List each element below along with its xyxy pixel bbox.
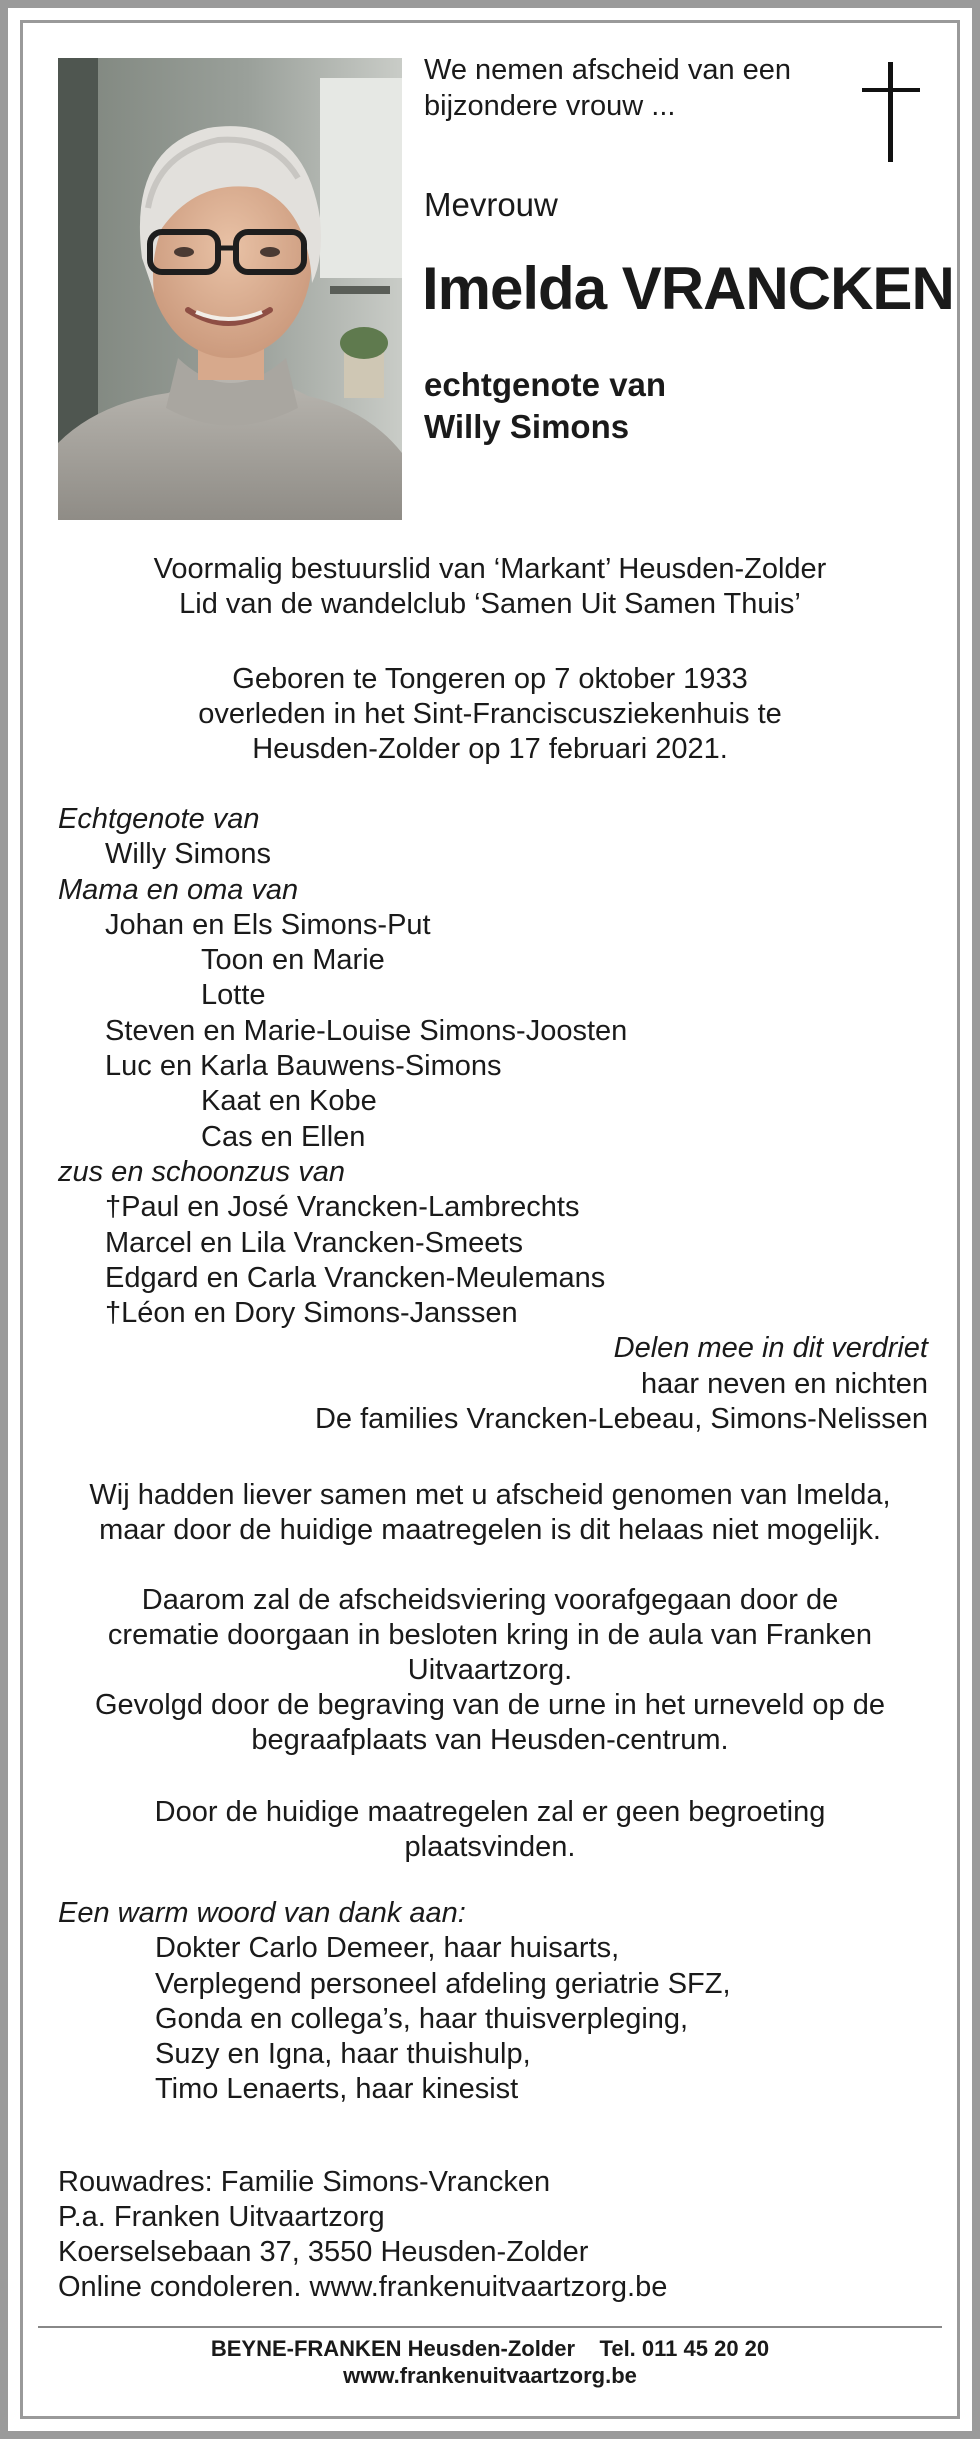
affiliations (40, 552, 940, 622)
farewell-line: Wij hadden liever samen met u afscheid genomen van Imelda, (89, 1479, 891, 1511)
thanks-item: Suzy en Igna, haar thuishulp, (155, 2038, 531, 2071)
birth-death-line: Heusden-Zolder op 17 februari 2021. (252, 733, 728, 765)
farewell-line: Uitvaartzorg. (407, 1654, 573, 1686)
intro-line: We nemen afscheid van een (424, 54, 792, 86)
footer-contact: BEYNE-FRANKEN Heusden-Zolder Tel. 011 45 20 20 (210, 2336, 770, 2361)
thanks-item: Dokter Carlo Demeer, haar huisarts, (155, 1932, 620, 1965)
family-heading: Delen mee in dit verdriet (613, 1332, 928, 1365)
portrait-photo (58, 58, 402, 520)
family-heading: Mama en oma van (58, 873, 299, 906)
portrait-illustration (58, 58, 402, 520)
address-line: Koerselsebaan 37, 3550 Heusden-Zolder (58, 2236, 589, 2268)
cross-icon (862, 62, 920, 162)
family-member: †Léon en Dory Simons-Janssen (105, 1297, 518, 1330)
family-member: haar neven en nichten (641, 1367, 928, 1400)
farewell-paragraph-3 (40, 1795, 940, 1865)
farewell-line: Daarom zal de afscheidsviering voorafgegaan door de (141, 1584, 839, 1616)
birth-death-info (40, 662, 940, 767)
address-line: Online condoleren. www.frankenuitvaartzorg.be (58, 2271, 668, 2303)
family-member: Johan en Els Simons-Put (105, 908, 431, 941)
family-member: Cas en Ellen (201, 1120, 366, 1153)
family-member: De families Vrancken-Lebeau, Simons-Nelissen (314, 1403, 928, 1436)
family-list (58, 802, 928, 1437)
spouse-line: echtgenote van (424, 366, 667, 403)
salutation: Mevrouw (424, 186, 558, 223)
thanks-item: Gonda en collega’s, haar thuisverpleging, (155, 2002, 689, 2035)
farewell-line: maar door de huidige maatregelen is dit helaas niet mogelijk. (99, 1514, 881, 1546)
thanks-section (58, 1896, 928, 2108)
family-member: Steven en Marie-Louise Simons-Joosten (105, 1014, 628, 1047)
birth-death-line: overleden in het Sint-Franciscusziekenhuis te (198, 698, 782, 730)
family-member: Toon en Marie (201, 944, 385, 977)
family-member: Luc en Karla Bauwens-Simons (105, 1050, 502, 1083)
farewell-line: Door de huidige maatregelen zal er geen begroeting (154, 1796, 826, 1828)
family-heading: zus en schoonzus van (58, 1155, 345, 1188)
birth-death-line: Geboren te Tongeren op 7 oktober 1933 (232, 663, 748, 695)
thanks-item: Timo Lenaerts, haar kinesist (155, 2073, 519, 2106)
farewell-line: plaatsvinden. (404, 1831, 576, 1863)
farewell-line: begraafplaats van Heusden-centrum. (251, 1724, 729, 1756)
address-block (58, 2165, 928, 2305)
footer-divider (38, 2326, 942, 2328)
spouse-info (424, 364, 666, 448)
farewell-paragraph-2 (40, 1583, 940, 1758)
address-line: Rouwadres: Familie Simons-Vrancken (58, 2166, 551, 2198)
thanks-heading: Een warm woord van dank aan: (58, 1897, 466, 1929)
thanks-item: Verplegend personeel afdeling geriatrie SFZ, (155, 1967, 731, 2000)
family-heading: Echtgenote van (58, 803, 260, 835)
family-member: Kaat en Kobe (201, 1085, 377, 1118)
footer (38, 2335, 942, 2389)
family-member: Edgard en Carla Vrancken-Meulemans (105, 1261, 606, 1294)
family-member: Willy Simons (105, 838, 271, 871)
family-member: †Paul en José Vrancken-Lambrechts (105, 1191, 580, 1224)
spouse-line: Willy Simons (424, 408, 630, 445)
affiliation-line: Voormalig bestuurslid van ‘Markant’ Heusden-Zolder (153, 553, 827, 585)
intro-text (424, 52, 844, 124)
intro-line: bijzondere vrouw ... (424, 90, 676, 122)
farewell-line: Gevolgd door de begraving van de urne in het urneveld op de (94, 1689, 885, 1721)
deceased-name: Imelda VRANCKEN (422, 255, 954, 322)
family-member: Lotte (201, 979, 266, 1012)
footer-website: www.frankenuitvaartzorg.be (343, 2363, 637, 2388)
affiliation-line: Lid van de wandelclub ‘Samen Uit Samen Thuis’ (179, 588, 801, 620)
address-line: P.a. Franken Uitvaartzorg (58, 2201, 385, 2233)
farewell-line: crematie doorgaan in besloten kring in de aula van Franken (107, 1619, 873, 1651)
family-member: Marcel en Lila Vrancken-Smeets (105, 1226, 523, 1259)
farewell-paragraph-1 (40, 1478, 940, 1548)
